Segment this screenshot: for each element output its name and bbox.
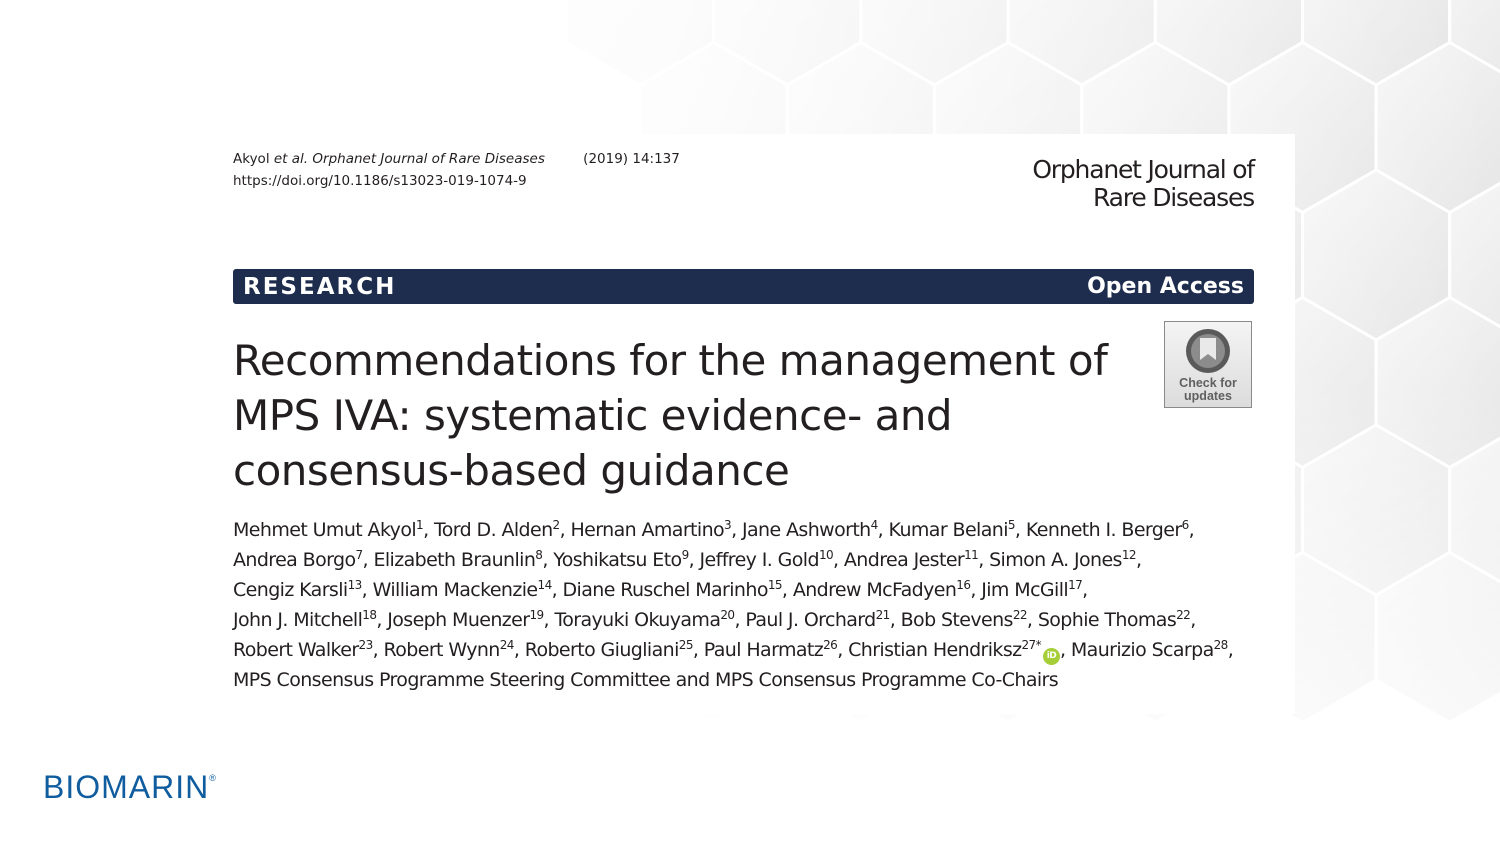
author-group: MPS Consensus Programme Steering Committee and MPS Consensus Programme Co-Chairs <box>233 669 1059 691</box>
author-name[interactable]: Torayuki Okuyama <box>554 609 721 631</box>
registered-mark: ® <box>209 773 216 783</box>
author-name[interactable]: Tord D. Alden <box>433 519 553 541</box>
check-for-updates-text <box>1165 377 1251 403</box>
author-name[interactable]: Robert Wynn <box>383 639 500 661</box>
article-title <box>233 333 1133 498</box>
badge-line2: updates <box>1184 389 1232 403</box>
affiliation-number: 25 <box>678 638 693 652</box>
author-name[interactable]: Maurizio Scarpa <box>1070 639 1214 661</box>
affiliation-number: 24 <box>499 638 514 652</box>
journal-brand <box>1032 156 1254 212</box>
author-name[interactable]: Yoshikatsu Eto <box>553 549 682 571</box>
author-line: John J. Mitchell$^{18}$, Joseph Muenzer$^{19}$, Torayuki Okuyama$^{20}$, Paul J. Orchard$^{21}$, Bob Stevens$^{22}$, Sophie Thomas$^{22}$, <box>233 608 1196 631</box>
affiliation-number: 12 <box>1121 548 1136 562</box>
author-name[interactable]: Elizabeth Braunlin <box>373 549 536 571</box>
affiliation-number: 26 <box>823 638 838 652</box>
affiliation-number: 17 <box>1068 578 1083 592</box>
author-name[interactable]: Hernan Amartino <box>570 519 725 541</box>
author-name[interactable]: Mehmet Umut Akyol <box>233 519 417 541</box>
author-name[interactable]: Andrew McFadyen <box>792 579 957 601</box>
citation-etal: et al. <box>273 151 309 167</box>
affiliation-number: 5 <box>1007 518 1015 532</box>
author-name[interactable]: Sophie Thomas <box>1037 609 1177 631</box>
citation-line <box>233 148 680 170</box>
author-name[interactable]: Cengiz Karsli <box>233 579 348 601</box>
author-name[interactable]: Roberto Giugliani <box>524 639 679 661</box>
author-name[interactable]: Jane Ashworth <box>741 519 871 541</box>
affiliation-number: 9 <box>681 548 689 562</box>
year-volume: (2019) 14:137 <box>583 151 680 167</box>
affiliation-number: 20 <box>720 608 735 622</box>
affiliation-number: 8 <box>535 548 543 562</box>
author-name[interactable]: Bob Stevens <box>900 609 1013 631</box>
affiliation-number: 19 <box>529 608 544 622</box>
citation-header <box>233 148 680 192</box>
author-line: Andrea Borgo$^7$, Elizabeth Braunlin$^8$, Yoshikatsu Eto$^9$, Jeffrey I. Gold$^{10}$, Andrea Jester$^{11}$, Simon A. Jones$^{12}$, <box>233 548 1142 571</box>
section-banner <box>233 269 1254 304</box>
author-name[interactable]: John J. Mitchell <box>233 609 363 631</box>
journal-brand-line1: Orphanet Journal of <box>1032 155 1254 184</box>
affiliation-number: 4 <box>870 518 878 532</box>
author-name[interactable]: Jim McGill <box>981 579 1069 601</box>
affiliation-number: 6 <box>1181 518 1189 532</box>
author-name[interactable]: William Mackenzie <box>372 579 538 601</box>
bookmark-icon <box>1184 327 1232 375</box>
journal-brand-line2: Rare Diseases <box>1093 183 1254 212</box>
citation-authors: Akyol <box>233 151 270 167</box>
author-name[interactable]: Robert Walker <box>233 639 359 661</box>
affiliation-number: 10 <box>818 548 834 562</box>
title-line-1: Recommendations for the management of <box>233 336 1108 385</box>
author-line: Cengiz Karsli$^{13}$, William Mackenzie$^{14}$, Diane Ruschel Marinho$^{15}$, Andrew McFadyen$^{16}$, Jim McGill$^{17}$, <box>233 578 1088 601</box>
author-name[interactable]: Jeffrey I. Gold <box>699 549 819 571</box>
author-name[interactable]: Kenneth I. Berger <box>1025 519 1182 541</box>
section-label: RESEARCH <box>243 273 397 300</box>
affiliation-number: 16 <box>956 578 971 592</box>
author-name[interactable]: Andrea Jester <box>843 549 965 571</box>
affiliation-number: 15 <box>767 578 782 592</box>
author-line: Mehmet Umut Akyol$^1$, Tord D. Alden$^2$, Hernan Amartino$^3$, Jane Ashworth$^4$, Kumar Belani$^5$, Kenneth I. Berger$^6$, <box>233 518 1195 541</box>
author-name[interactable]: Paul Harmatz <box>703 639 824 661</box>
biomarin-wordmark: BIOMARIN <box>43 769 210 805</box>
author-list <box>233 515 1263 695</box>
affiliation-number: 22 <box>1012 608 1027 622</box>
affiliation-number: 2 <box>552 518 560 532</box>
affiliation-number: 3 <box>724 518 732 532</box>
affiliation-number: 11 <box>964 548 979 562</box>
biomarin-logo <box>43 761 216 804</box>
author-name[interactable]: Andrea Borgo <box>233 549 356 571</box>
open-access-label: Open Access <box>1087 274 1244 299</box>
author-name[interactable]: Christian Hendriksz <box>848 639 1022 661</box>
affiliation-number: 13 <box>347 578 362 592</box>
affiliation-number: 18 <box>362 608 377 622</box>
title-line-2: MPS IVA: systematic evidence- and <box>233 391 953 440</box>
author-name[interactable]: Kumar Belani <box>888 519 1008 541</box>
author-name[interactable]: Joseph Muenzer <box>387 609 530 631</box>
author-name[interactable]: Simon A. Jones <box>989 549 1122 571</box>
title-line-3: consensus-based guidance <box>233 446 790 495</box>
affiliation-number: 27* <box>1021 638 1041 652</box>
doi-link[interactable]: https://doi.org/10.1186/s13023-019-1074-9 <box>233 173 527 189</box>
affiliation-number: 7 <box>355 548 363 562</box>
journal-name: Orphanet Journal of Rare Diseases <box>312 151 545 167</box>
affiliation-number: 21 <box>875 608 890 622</box>
author-line: Robert Walker$^{23}$, Robert Wynn$^{24}$, Roberto Giugliani$^{25}$, Paul Harmatz$^{26}$, Christian Hendriksz$^{27*}$iD , Maurizio Scarpa$^{28}$, <box>233 635 1263 665</box>
author-name[interactable]: Diane Ruschel Marinho <box>562 579 768 601</box>
author-name[interactable]: Paul J. Orchard <box>745 609 876 631</box>
affiliation-number: 14 <box>537 578 552 592</box>
affiliation-number: 28 <box>1213 638 1228 652</box>
badge-line1: Check for <box>1179 376 1237 390</box>
affiliation-number: 22 <box>1176 608 1191 622</box>
orcid-icon[interactable]: iD <box>1043 648 1060 665</box>
affiliation-number: 1 <box>416 518 424 532</box>
check-for-updates-badge[interactable] <box>1164 321 1252 408</box>
affiliation-number: 23 <box>358 638 373 652</box>
